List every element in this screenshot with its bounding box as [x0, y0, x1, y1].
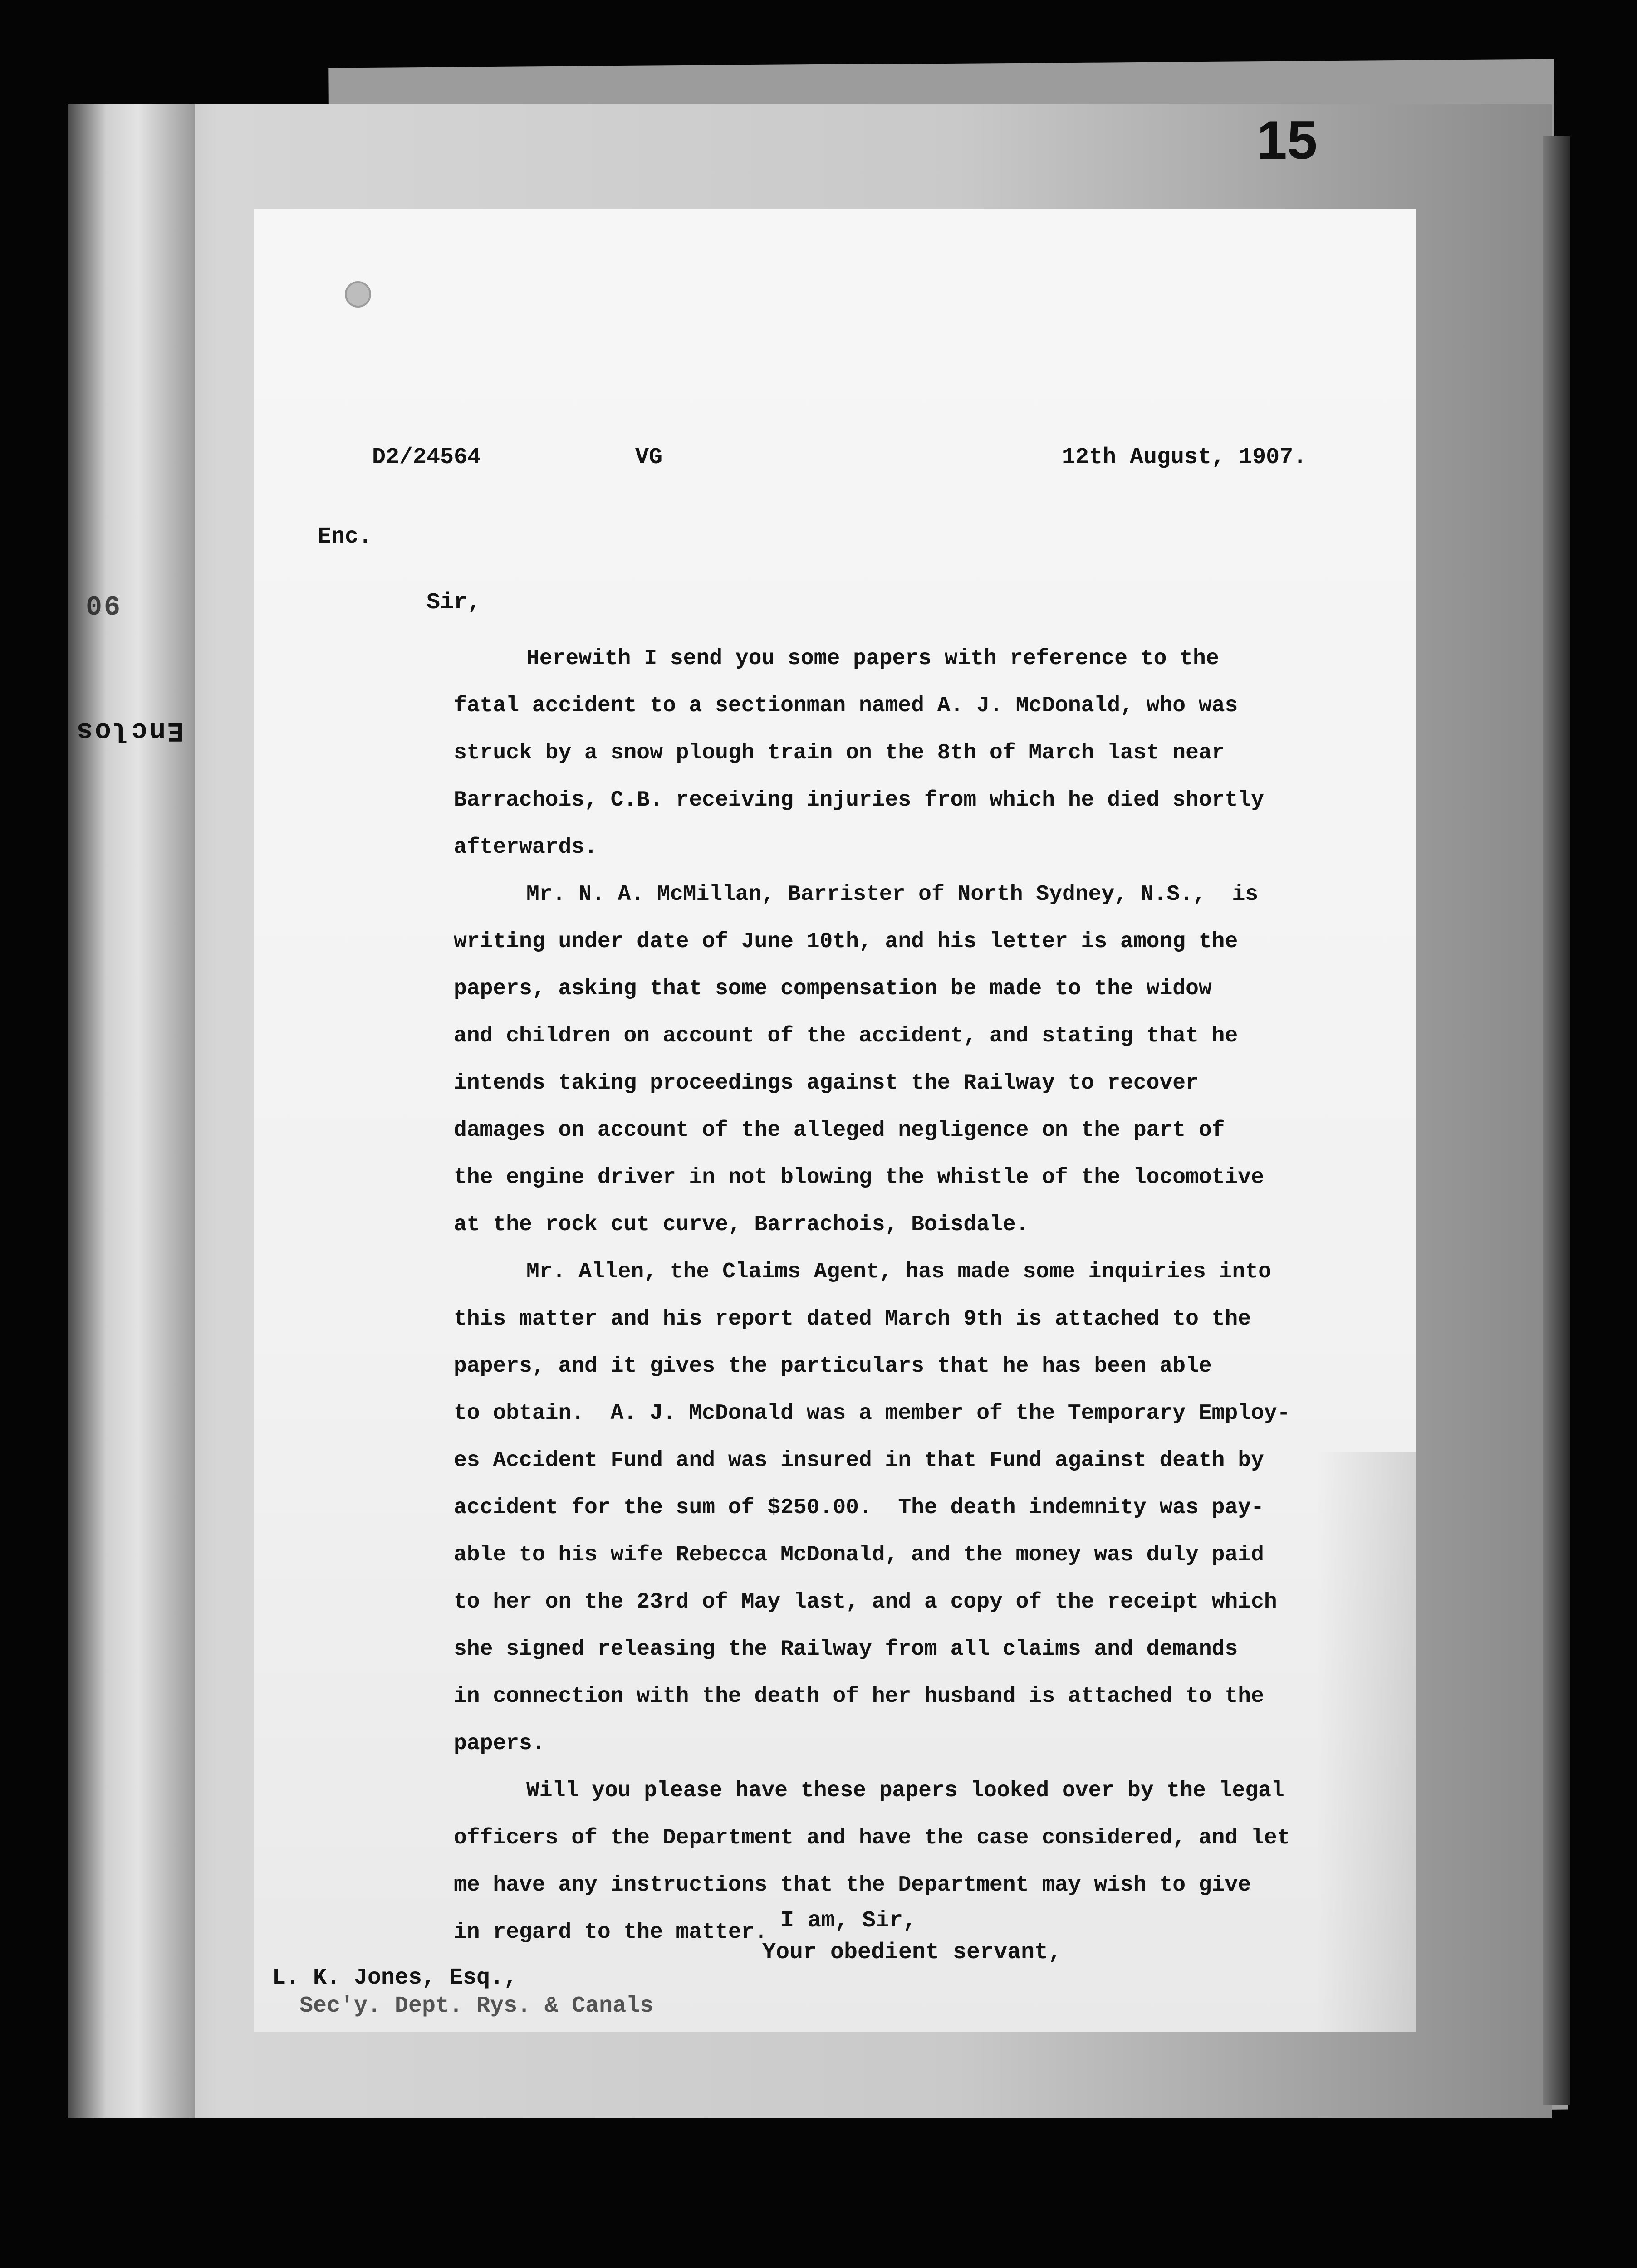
body-line: writing under date of June 10th, and his letter is among the [454, 929, 1238, 954]
body-line: this matter and his report dated March 9th is attached to the [454, 1307, 1251, 1331]
letter-date: 12th August, 1907. [1062, 445, 1307, 470]
body-line: papers, asking that some compensation be made to the widow [454, 977, 1212, 1001]
side-tab [70, 581, 184, 789]
body-line: the engine driver in not blowing the whistle of the locomotive [454, 1165, 1264, 1190]
body-line: fatal accident to a sectionman named A. J. McDonald, who was [454, 694, 1238, 718]
binding-edge [68, 104, 195, 2118]
body-line: es Accident Fund and was insured in that Fund against death by [454, 1448, 1264, 1473]
closing-line-2: Your obedient servant, [762, 1940, 1062, 1965]
salutation: Sir, [426, 590, 481, 616]
closing [762, 1905, 1062, 1969]
body-line: Barrachois, C.B. receiving injuries from which he died shortly [454, 788, 1264, 812]
body-line: me have any instructions that the Department may wish to give [454, 1873, 1251, 1897]
body-line: in connection with the death of her husband is attached to the [454, 1684, 1264, 1709]
file-reference: D2/24564 [372, 445, 481, 470]
letter-body [454, 635, 1361, 1956]
page-number: 15 [1257, 110, 1318, 171]
body-line: Will you please have these papers looked over by the legal [526, 1779, 1284, 1803]
body-line: intends taking proceedings against the Railway to recover [454, 1071, 1199, 1095]
addressee [272, 1964, 653, 2020]
body-line: papers, and it gives the particulars that he has been able [454, 1354, 1212, 1378]
body-line: to obtain. A. J. McDonald was a member of the Temporary Employ- [454, 1401, 1290, 1426]
body-line: in regard to the matter. [454, 1920, 768, 1945]
body-line: officers of the Department and have the case considered, and let [454, 1826, 1290, 1850]
body-line: Mr. Allen, the Claims Agent, has made some inquiries into [526, 1260, 1271, 1284]
addressee-name: L. K. Jones, Esq., [272, 1965, 518, 1991]
body-line: able to his wife Rebecca McDonald, and the money was duly paid [454, 1543, 1264, 1567]
body-line: she signed releasing the Railway from all claims and demands [454, 1637, 1238, 1662]
side-tab-upper: 90 [84, 588, 121, 619]
typist-initials: VG [635, 445, 663, 470]
closing-line-1: I am, Sir, [780, 1908, 917, 1934]
addressee-title: Sec'y. Dept. Rys. & Canals [299, 1993, 654, 2019]
body-line: Herewith I send you some papers with reference to the [526, 646, 1219, 671]
body-line: papers. [454, 1731, 545, 1756]
body-line: Mr. N. A. McMillan, Barrister of North Sydney, N.S., is [526, 882, 1259, 907]
body-line: to her on the 23rd of May last, and a copy of the receipt which [454, 1590, 1277, 1614]
body-line: at the rock cut curve, Barrachois, Boisdale. [454, 1212, 1029, 1237]
body-line: struck by a snow plough train on the 8th of March last near [454, 741, 1225, 765]
body-line: afterwards. [454, 835, 598, 860]
side-tab-lower: Enclos [75, 715, 184, 746]
body-line: and children on account of the accident, and stating that he [454, 1024, 1238, 1048]
punch-hole [345, 281, 371, 308]
body-line: damages on account of the alleged negligence on the part of [454, 1118, 1225, 1143]
page-edge [1543, 136, 1570, 2105]
body-line: accident for the sum of $250.00. The death indemnity was pay- [454, 1496, 1264, 1520]
enclosure-note: Enc. [318, 524, 372, 550]
